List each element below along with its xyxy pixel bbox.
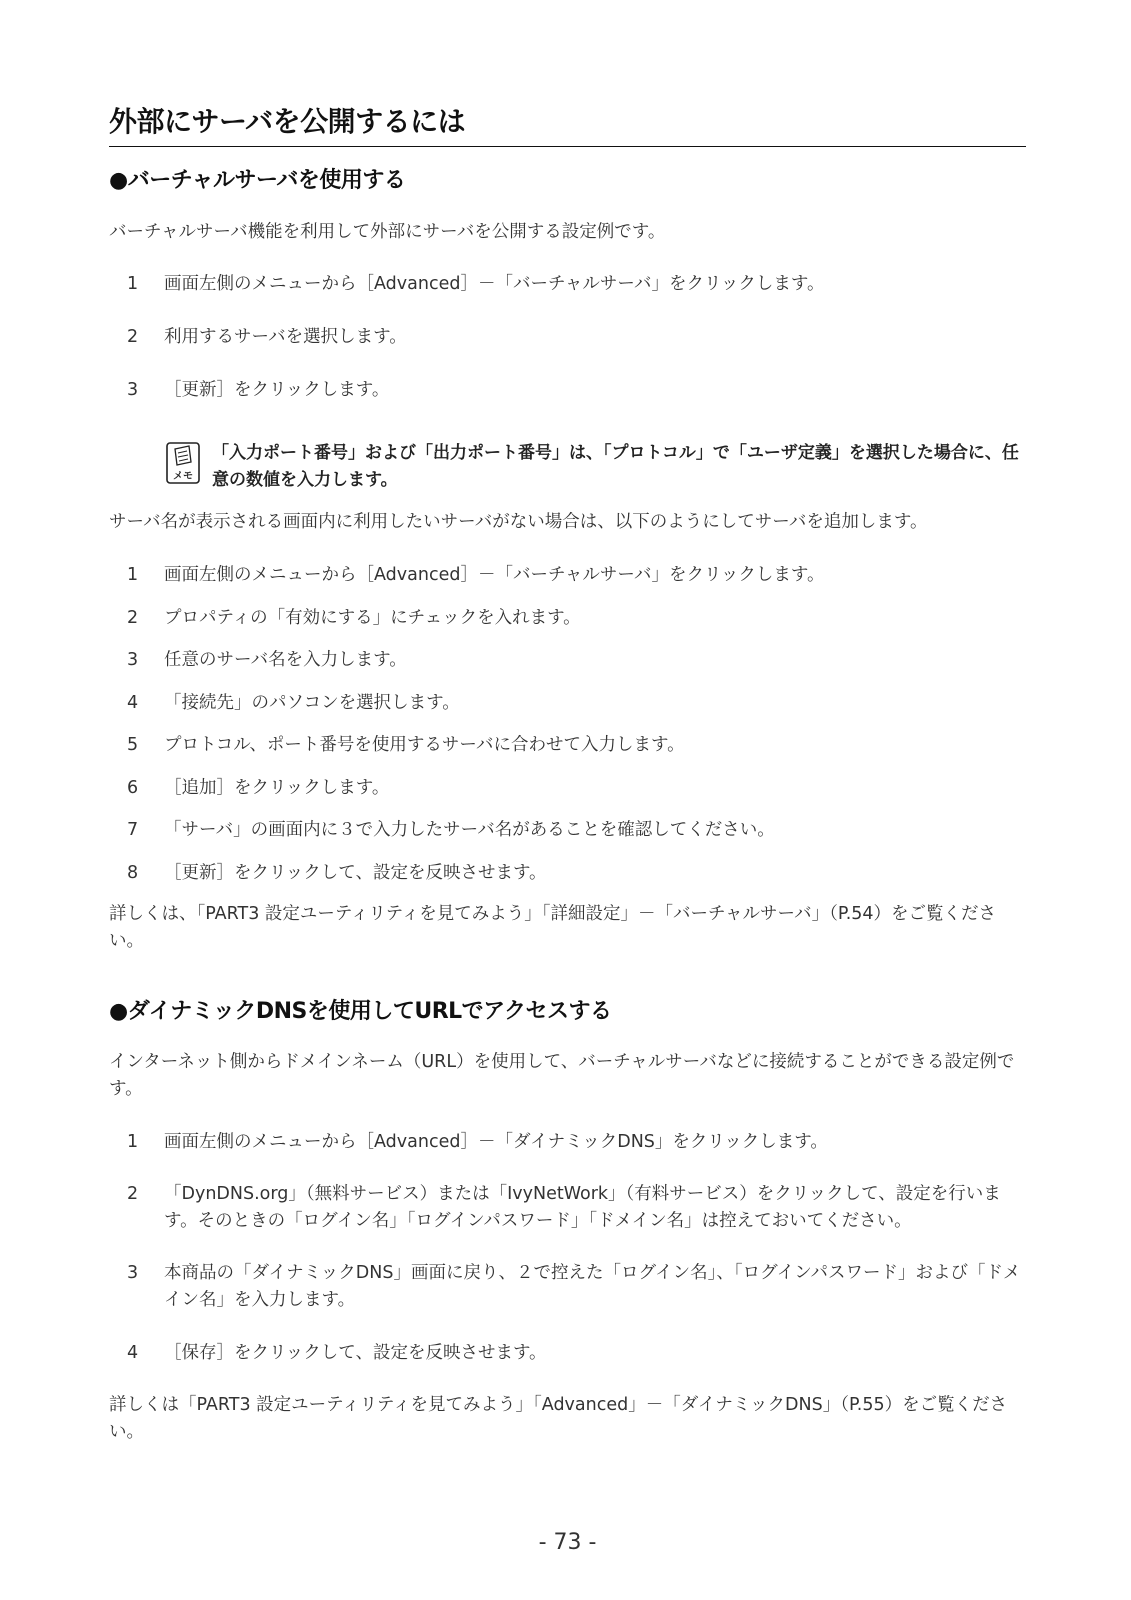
list-item xyxy=(127,647,1026,674)
list-item xyxy=(127,605,1026,632)
step-text: ［追加］をクリックします。 xyxy=(164,778,390,798)
step-text: ［更新］をクリックして、設定を反映させます。 xyxy=(164,863,547,883)
list-item xyxy=(127,271,1026,298)
step-number: 4 xyxy=(127,693,139,713)
list-item xyxy=(127,1129,1026,1156)
step-text: 「接続先」のパソコンを選択します。 xyxy=(164,693,460,713)
memo-icon xyxy=(166,442,200,484)
step-text: 任意のサーバ名を入力します。 xyxy=(164,650,407,670)
list-item xyxy=(127,1340,1026,1367)
list-item xyxy=(127,1260,1026,1314)
step-text: プロトコル、ポート番号を使用するサーバに合わせて入力します。 xyxy=(164,735,685,755)
step-text: 「DynDNS.org」（無料サービス）または「IvyNetWork」（有料サービス）をクリックして、設定を行います。そのときの「ログイン名」「ログインパスワード」「ドメイン名」は控えておいてください。 xyxy=(164,1184,1001,1231)
step-number: 5 xyxy=(127,735,139,755)
list-item xyxy=(127,690,1026,717)
step-number: 1 xyxy=(127,565,139,585)
section2-detail: 詳しくは「PART3 設定ユーティリティを見てみよう」「Advanced」－「ダイナミックDNS」（P.55）をご覧ください。 xyxy=(109,1395,1008,1442)
memo-icon-label: メモ xyxy=(173,471,193,482)
step-text: プロパティの「有効にする」にチェックを入れます。 xyxy=(164,608,581,628)
step-number: 6 xyxy=(127,778,139,798)
step-number: 3 xyxy=(127,650,139,670)
list-item xyxy=(127,817,1026,844)
step-text: 本商品の「ダイナミックDNS」画面に戻り、２で控えた「ログイン名」、「ログインパスワード」および「ドメイン名」を入力します。 xyxy=(164,1263,1021,1310)
step-number: 3 xyxy=(127,1263,139,1283)
step-number: 2 xyxy=(127,327,139,347)
step-number: 8 xyxy=(127,863,139,883)
section-heading-dynamic-dns: ●ダイナミックDNSを使用してURLでアクセスする xyxy=(109,999,612,1024)
step-text: ［更新］をクリックします。 xyxy=(164,380,390,400)
list-item xyxy=(127,377,1026,404)
list-item xyxy=(127,860,1026,887)
memo-note xyxy=(166,440,1026,494)
step-number: 7 xyxy=(127,820,139,840)
section-heading-virtual-server: ●バーチャルサーバを使用する xyxy=(109,168,406,193)
step-text: 画面左側のメニューから［Advanced］－「バーチャルサーバ」をクリックします。 xyxy=(164,565,825,585)
step-number: 3 xyxy=(127,380,139,400)
step-text: ［保存］をクリックして、設定を反映させます。 xyxy=(164,1343,547,1363)
page-number: - 73 - xyxy=(538,1530,597,1555)
section1-detail: 詳しくは、「PART3 設定ユーティリティを見てみよう」「詳細設定」－「バーチャルサーバ」（P.54）をご覧ください。 xyxy=(109,904,997,951)
step-number: 2 xyxy=(127,608,139,628)
step-number: 2 xyxy=(127,1184,139,1204)
step-number: 1 xyxy=(127,1132,139,1152)
list-item xyxy=(127,324,1026,351)
step-text: 画面左側のメニューから［Advanced］－「ダイナミックDNS」をクリックします。 xyxy=(164,1132,828,1152)
memo-text: 「入力ポート番号」および「出力ポート番号」は、「プロトコル」で「ユーザ定義」を選択した場合に、任意の数値を入力します。 xyxy=(212,443,1019,490)
section2-intro: インターネット側からドメインネーム（URL）を使用して、バーチャルサーバなどに接続することができる設定例です。 xyxy=(109,1052,1015,1099)
list-item xyxy=(127,1181,1026,1235)
page-title: 外部にサーバを公開するには xyxy=(109,104,1026,147)
step-number: 1 xyxy=(127,274,139,294)
list-item xyxy=(127,562,1026,589)
step-text: 「サーバ」の画面内に３で入力したサーバ名があることを確認してください。 xyxy=(164,820,775,840)
section1-intro2: サーバ名が表示される画面内に利用したいサーバがない場合は、以下のようにしてサーバを追加します。 xyxy=(109,512,928,532)
list-item xyxy=(127,775,1026,802)
step-number: 4 xyxy=(127,1343,139,1363)
section1-intro: バーチャルサーバ機能を利用して外部にサーバを公開する設定例です。 xyxy=(109,222,666,242)
step-text: 画面左側のメニューから［Advanced］－「バーチャルサーバ」をクリックします。 xyxy=(164,274,825,294)
list-item xyxy=(127,732,1026,759)
step-text: 利用するサーバを選択します。 xyxy=(164,327,407,347)
